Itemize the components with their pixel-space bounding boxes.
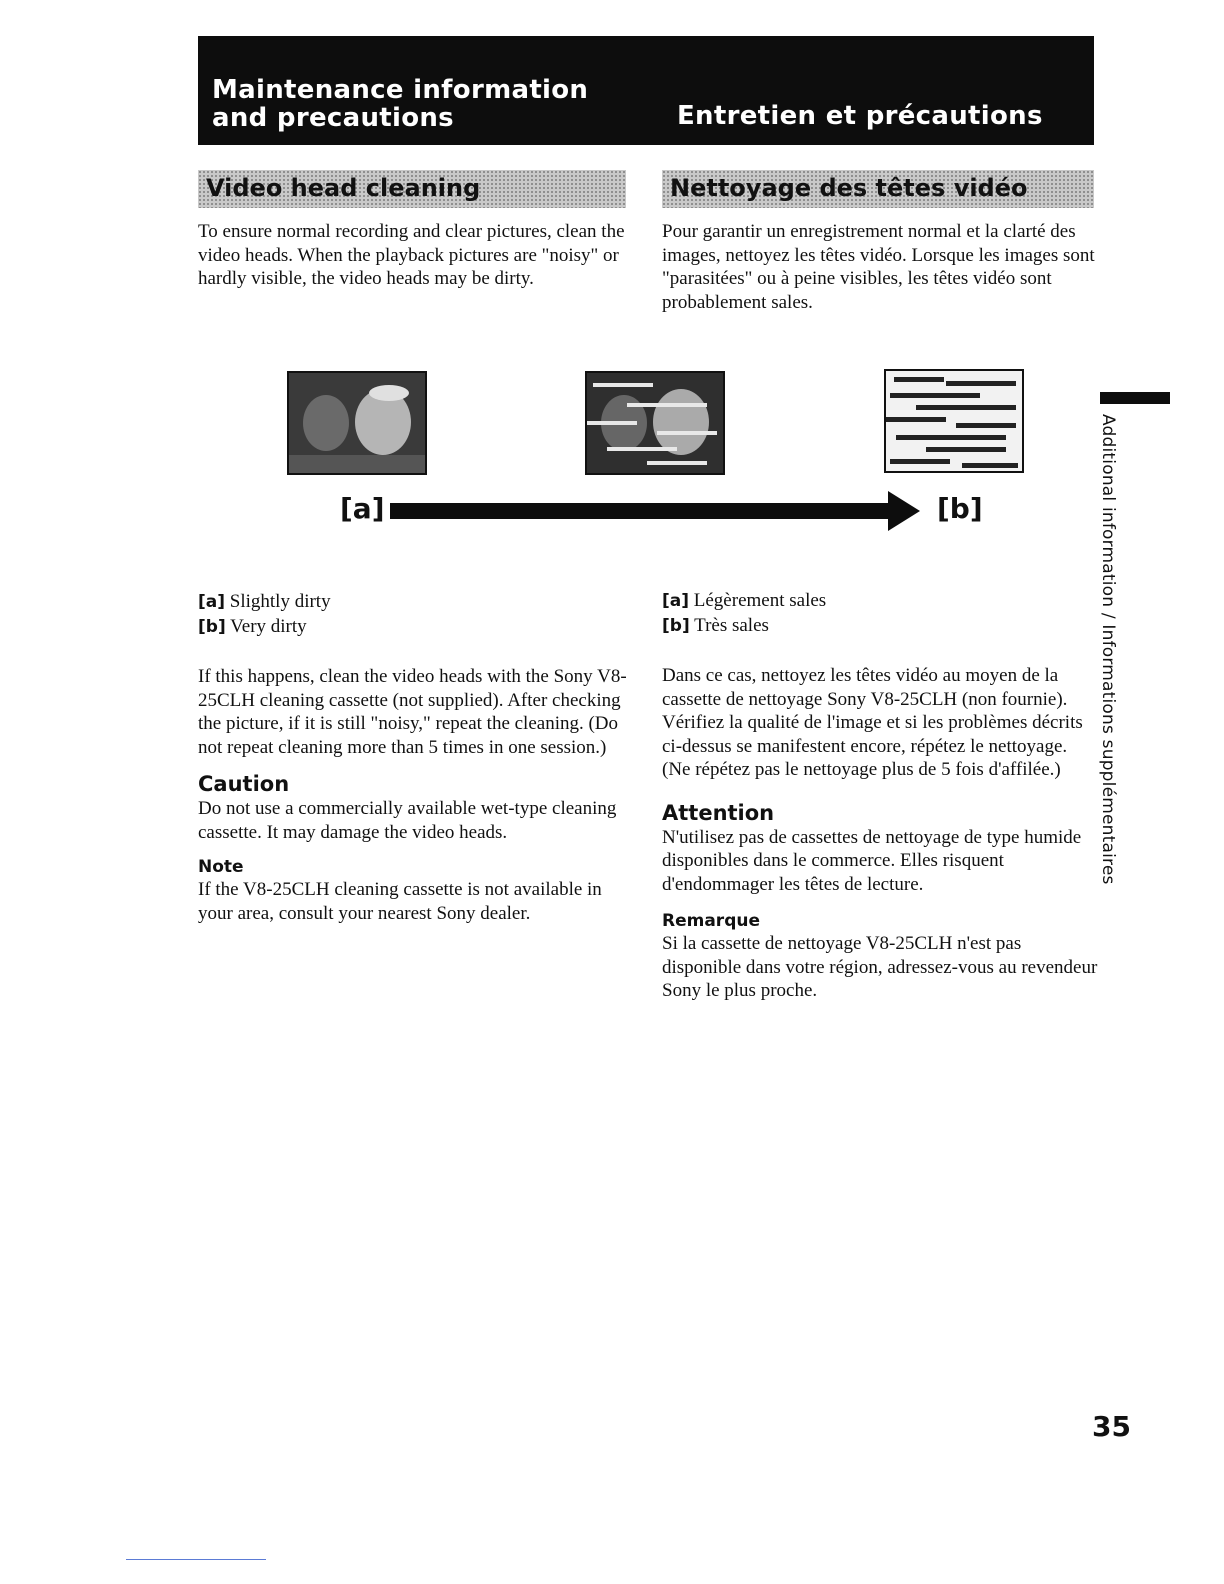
section-heading-en-text: Video head cleaning xyxy=(206,174,481,202)
legend-b-en: [b] Very dirty xyxy=(198,615,307,637)
label-a: [a] xyxy=(340,492,385,525)
side-tab-marker xyxy=(1100,392,1170,404)
section-heading-fr xyxy=(662,170,1094,208)
legend-a-en: [a] Slightly dirty xyxy=(198,591,331,612)
footer-rule xyxy=(126,1559,266,1560)
page-number: 35 xyxy=(1092,1410,1131,1443)
instructions-fr: Dans ce cas, nettoyez les têtes vidéo au moyen de la cassette de nettoyage Sony V8-25CLH (non fournie). Vérifiez la qualité de l'image et si les problèmes décrits ci-dessus se manifestent encore, répétez le nettoyage. (Ne répétez pas le nettoyage plus de 5 fois d'affilée.) xyxy=(662,665,1083,780)
caution-title: Caution xyxy=(198,772,290,796)
intro-fr-text: Pour garantir un enregistrement normal et la clarté des images, nettoyez les têtes vidéo. Lorsque les images sont "parasitées" ou à peine visibles, les têtes vidéo sont probablement sales. xyxy=(662,221,1095,313)
page-title-en-line1: Maintenance information xyxy=(212,75,589,105)
remarque-title: Remarque xyxy=(662,911,760,931)
caution-text: Do not use a commercially available wet-type cleaning cassette. It may damage the video heads. xyxy=(198,798,617,843)
noisy-picture-thumbnail xyxy=(585,371,725,475)
label-b: [b] xyxy=(937,492,983,525)
body-fr xyxy=(662,589,1098,1003)
arrow-head-icon xyxy=(888,491,920,531)
side-tab-label: Additional information / Informations supplémentaires xyxy=(1098,414,1118,885)
intro-fr xyxy=(662,220,1098,314)
instructions-en: If this happens, clean the video heads with the Sony V8-25CLH cleaning cassette (not supplied). After checking the picture, if it is still "noisy," repeat the cleaning. (Do not repeat cleaning more than 5 times in one session.) xyxy=(198,666,627,758)
very-noisy-picture-thumbnail xyxy=(884,369,1024,473)
intro-en-text: To ensure normal recording and clear pictures, clean the video heads. When the playback pictures are "noisy" or hardly visible, the video heads may be dirty. xyxy=(198,221,625,289)
note-title: Note xyxy=(198,857,244,877)
progress-arrow xyxy=(390,503,890,519)
section-heading-fr-text: Nettoyage des têtes vidéo xyxy=(670,174,1028,202)
body-en xyxy=(198,590,628,925)
clean-picture-thumbnail xyxy=(287,371,427,475)
attention-text: N'utilisez pas de cassettes de nettoyage de type humide disponibles dans le commerce. Elles risquent d'endommager les têtes de lecture. xyxy=(662,826,1082,895)
legend-a-fr: [a] Légèrement sales xyxy=(662,590,827,611)
page-title-en-line2: and precautions xyxy=(212,103,454,133)
attention-title: Attention xyxy=(662,800,775,825)
section-heading-en xyxy=(198,170,626,208)
intro-en xyxy=(198,220,628,291)
note-text: If the V8-25CLH cleaning cassette is not available in your area, consult your nearest Sony dealer. xyxy=(198,879,602,924)
legend-b-fr: [b] Très sales xyxy=(662,614,769,636)
page-title-en xyxy=(212,76,588,132)
page-title-fr: Entretien et précautions xyxy=(677,101,1043,131)
remarque-text: Si la cassette de nettoyage V8-25CLH n'est pas disponible dans votre région, adressez-vous au revendeur Sony le plus proche. xyxy=(662,933,1098,1001)
